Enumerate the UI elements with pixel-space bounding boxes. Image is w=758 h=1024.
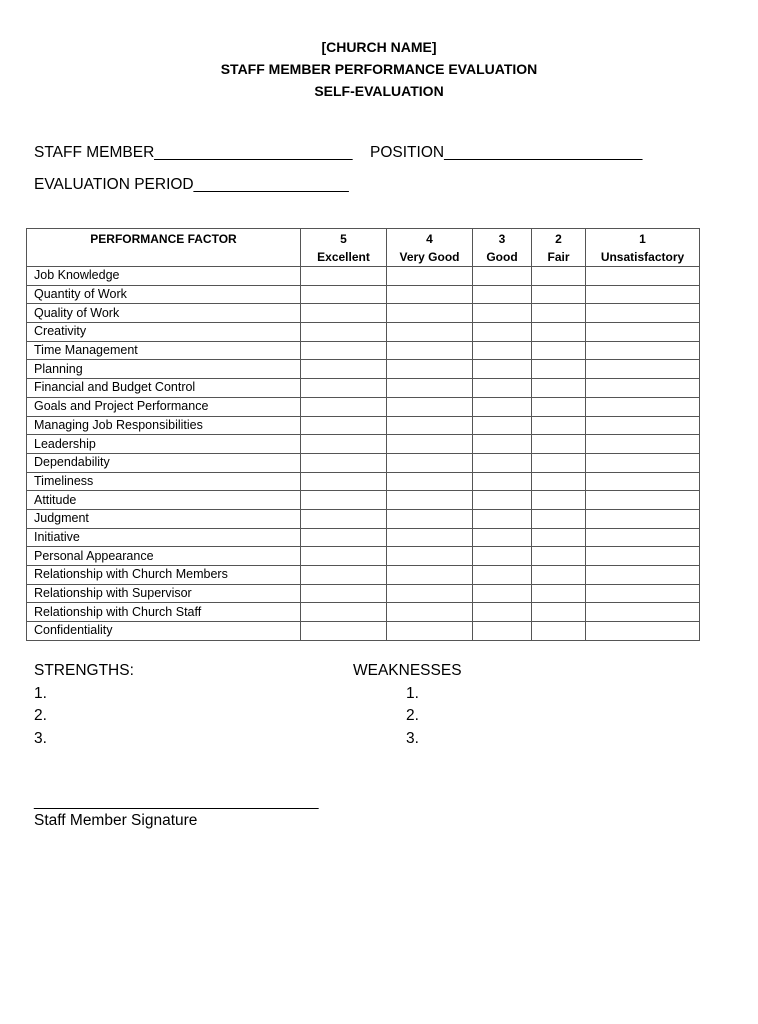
rating-cell-1[interactable] xyxy=(586,547,700,566)
rating-cell-2[interactable] xyxy=(532,379,586,398)
rating-cell-1[interactable] xyxy=(586,285,700,304)
weaknesses-label: WEAKNESSES xyxy=(353,662,462,679)
rating-cell-4[interactable] xyxy=(387,622,473,641)
strength-item-1[interactable]: 1. xyxy=(34,684,47,702)
rating-number: 2 xyxy=(555,232,562,246)
performance-factor-label: Goals and Project Performance xyxy=(27,397,301,416)
rating-number: 1 xyxy=(639,232,646,246)
rating-cell-1[interactable] xyxy=(586,491,700,510)
weaknesses-section xyxy=(353,660,462,750)
table-row xyxy=(27,435,700,454)
rating-cell-4[interactable] xyxy=(387,360,473,379)
rating-cell-4[interactable] xyxy=(387,267,473,286)
rating-cell-3[interactable] xyxy=(473,472,532,491)
performance-factor-label: Confidentiality xyxy=(27,622,301,641)
rating-label: Fair xyxy=(547,250,570,264)
rating-cell-4[interactable] xyxy=(387,566,473,585)
performance-factor-label: Relationship with Church Staff xyxy=(27,603,301,622)
rating-cell-2[interactable] xyxy=(532,547,586,566)
rating-cell-2[interactable] xyxy=(532,323,586,342)
rating-cell-4[interactable] xyxy=(387,397,473,416)
rating-cell-1[interactable] xyxy=(586,566,700,585)
rating-cell-3[interactable] xyxy=(473,285,532,304)
rating-cell-3[interactable] xyxy=(473,528,532,547)
rating-cell-2[interactable] xyxy=(532,528,586,547)
rating-cell-5[interactable] xyxy=(301,491,387,510)
rating-cell-4[interactable] xyxy=(387,472,473,491)
rating-cell-1[interactable] xyxy=(586,528,700,547)
rating-cell-5[interactable] xyxy=(301,547,387,566)
rating-label: Very Good xyxy=(399,250,460,264)
rating-cell-2[interactable] xyxy=(532,453,586,472)
rating-cell-3[interactable] xyxy=(473,341,532,360)
rating-cell-1[interactable] xyxy=(586,584,700,603)
rating-header-1 xyxy=(586,229,700,267)
rating-cell-5[interactable] xyxy=(301,435,387,454)
rating-cell-2[interactable] xyxy=(532,603,586,622)
rating-cell-3[interactable] xyxy=(473,584,532,603)
performance-factor-label: Creativity xyxy=(27,323,301,342)
rating-header-5 xyxy=(301,229,387,267)
rating-cell-2[interactable] xyxy=(532,341,586,360)
rating-cell-4[interactable] xyxy=(387,509,473,528)
rating-cell-1[interactable] xyxy=(586,509,700,528)
rating-cell-1[interactable] xyxy=(586,323,700,342)
rating-cell-2[interactable] xyxy=(532,304,586,323)
rating-cell-2[interactable] xyxy=(532,491,586,510)
rating-cell-5[interactable] xyxy=(301,323,387,342)
table-row xyxy=(27,341,700,360)
rating-cell-1[interactable] xyxy=(586,435,700,454)
performance-factor-label: Judgment xyxy=(27,509,301,528)
performance-factor-label: Managing Job Responsibilities xyxy=(27,416,301,435)
factor-rows xyxy=(27,267,700,641)
table-row xyxy=(27,491,700,510)
rating-label: Unsatisfactory xyxy=(600,250,685,264)
rating-cell-2[interactable] xyxy=(532,416,586,435)
rating-cell-4[interactable] xyxy=(387,491,473,510)
rating-cell-1[interactable] xyxy=(586,304,700,323)
position-field[interactable]: POSITION_______________________ xyxy=(370,144,643,161)
rating-cell-2[interactable] xyxy=(532,267,586,286)
rating-cell-3[interactable] xyxy=(473,304,532,323)
rating-label: Good xyxy=(486,250,518,264)
rating-cell-5[interactable] xyxy=(301,341,387,360)
table-row xyxy=(27,547,700,566)
rating-cell-4[interactable] xyxy=(387,528,473,547)
rating-cell-1[interactable] xyxy=(586,603,700,622)
rating-cell-2[interactable] xyxy=(532,360,586,379)
strength-item-2[interactable]: 2. xyxy=(34,707,47,724)
evaluation-period-field[interactable]: EVALUATION PERIOD__________________ xyxy=(34,176,349,193)
rating-cell-3[interactable] xyxy=(473,622,532,641)
rating-cell-3[interactable] xyxy=(473,267,532,286)
rating-number: 4 xyxy=(426,232,433,246)
rating-cell-3[interactable] xyxy=(473,397,532,416)
rating-cell-3[interactable] xyxy=(473,566,532,585)
rating-cell-3[interactable] xyxy=(473,509,532,528)
rating-cell-5[interactable] xyxy=(301,267,387,286)
rating-cell-5[interactable] xyxy=(301,603,387,622)
performance-factor-label: Initiative xyxy=(27,528,301,547)
table-row xyxy=(27,453,700,472)
table-row xyxy=(27,622,700,641)
table-row xyxy=(27,304,700,323)
table-row xyxy=(27,397,700,416)
rating-cell-5[interactable] xyxy=(301,566,387,585)
performance-factor-label: Timeliness xyxy=(27,472,301,491)
table-row xyxy=(27,323,700,342)
rating-cell-5[interactable] xyxy=(301,509,387,528)
rating-cell-4[interactable] xyxy=(387,435,473,454)
rating-cell-5[interactable] xyxy=(301,453,387,472)
rating-cell-5[interactable] xyxy=(301,622,387,641)
performance-factor-label: Relationship with Church Members xyxy=(27,566,301,585)
rating-cell-4[interactable] xyxy=(387,584,473,603)
rating-cell-5[interactable] xyxy=(301,285,387,304)
performance-factor-label: Job Knowledge xyxy=(27,267,301,286)
performance-factor-label: Quantity of Work xyxy=(27,285,301,304)
table-row xyxy=(27,360,700,379)
performance-factor-header: PERFORMANCE FACTOR xyxy=(27,229,301,267)
rating-cell-4[interactable] xyxy=(387,323,473,342)
rating-cell-2[interactable] xyxy=(532,285,586,304)
rating-cell-4[interactable] xyxy=(387,547,473,566)
rating-cell-3[interactable] xyxy=(473,379,532,398)
performance-factor-label: Attitude xyxy=(27,491,301,510)
weakness-item-2[interactable]: 2. xyxy=(406,707,419,724)
rating-cell-5[interactable] xyxy=(301,397,387,416)
rating-cell-3[interactable] xyxy=(473,360,532,379)
rating-cell-5[interactable] xyxy=(301,379,387,398)
strengths-section xyxy=(34,660,134,750)
rating-cell-1[interactable] xyxy=(586,379,700,398)
staff-member-field[interactable]: STAFF MEMBER_______________________ xyxy=(34,144,353,161)
table-row xyxy=(27,416,700,435)
rating-cell-5[interactable] xyxy=(301,584,387,603)
rating-cell-5[interactable] xyxy=(301,360,387,379)
rating-cell-2[interactable] xyxy=(532,566,586,585)
performance-factor-label: Quality of Work xyxy=(27,304,301,323)
rating-number: 5 xyxy=(340,232,347,246)
table-row xyxy=(27,285,700,304)
signature-label: Staff Member Signature xyxy=(34,812,198,829)
rating-cell-1[interactable] xyxy=(586,360,700,379)
rating-cell-3[interactable] xyxy=(473,435,532,454)
rating-cell-1[interactable] xyxy=(586,472,700,491)
weakness-item-1[interactable]: 1. xyxy=(406,684,419,702)
performance-factor-label: Leadership xyxy=(27,435,301,454)
signature-line[interactable]: _________________________________ xyxy=(34,793,319,810)
rating-cell-1[interactable] xyxy=(586,416,700,435)
rating-number: 3 xyxy=(498,232,506,246)
form-subtitle: SELF-EVALUATION xyxy=(314,83,444,99)
rating-cell-4[interactable] xyxy=(387,379,473,398)
rating-cell-5[interactable] xyxy=(301,304,387,323)
rating-header-3 xyxy=(473,229,532,267)
strength-item-3[interactable]: 3. xyxy=(34,729,47,747)
rating-cell-3[interactable] xyxy=(473,323,532,342)
rating-cell-1[interactable] xyxy=(586,622,700,641)
rating-cell-3[interactable] xyxy=(473,416,532,435)
rating-cell-5[interactable] xyxy=(301,472,387,491)
rating-cell-3[interactable] xyxy=(473,547,532,566)
rating-header-4 xyxy=(387,229,473,267)
rating-cell-3[interactable] xyxy=(473,603,532,622)
rating-cell-4[interactable] xyxy=(387,341,473,360)
rating-cell-2[interactable] xyxy=(532,472,586,491)
rating-cell-3[interactable] xyxy=(473,453,532,472)
rating-cell-4[interactable] xyxy=(387,416,473,435)
rating-cell-5[interactable] xyxy=(301,416,387,435)
table-row xyxy=(27,267,700,286)
rating-cell-1[interactable] xyxy=(586,267,700,286)
performance-factor-label: Financial and Budget Control xyxy=(27,379,301,398)
rating-cell-4[interactable] xyxy=(387,285,473,304)
church-name: [CHURCH NAME] xyxy=(321,39,437,55)
rating-cell-4[interactable] xyxy=(387,603,473,622)
table-row xyxy=(27,566,700,585)
performance-factor-label: Relationship with Supervisor xyxy=(27,584,301,603)
rating-cell-4[interactable] xyxy=(387,304,473,323)
performance-factor-label: Time Management xyxy=(27,341,301,360)
table-header-row xyxy=(27,229,700,267)
rating-cell-2[interactable] xyxy=(532,435,586,454)
performance-factor-label: Dependability xyxy=(27,453,301,472)
rating-cell-2[interactable] xyxy=(532,509,586,528)
rating-label: Excellent xyxy=(317,250,370,264)
table-row xyxy=(27,584,700,603)
rating-cell-4[interactable] xyxy=(387,453,473,472)
table-row xyxy=(27,379,700,398)
table-row xyxy=(27,472,700,491)
table-row xyxy=(27,509,700,528)
strengths-label: STRENGTHS: xyxy=(34,662,134,679)
table-row xyxy=(27,603,700,622)
rating-cell-1[interactable] xyxy=(586,397,700,416)
document-header xyxy=(0,36,758,102)
performance-rating-table xyxy=(26,228,700,641)
weakness-item-3[interactable]: 3. xyxy=(406,729,419,747)
form-title: STAFF MEMBER PERFORMANCE EVALUATION xyxy=(220,61,538,77)
rating-cell-3[interactable] xyxy=(473,491,532,510)
table-row xyxy=(27,528,700,547)
rating-cell-2[interactable] xyxy=(532,397,586,416)
rating-header-2 xyxy=(532,229,586,267)
performance-factor-label: Planning xyxy=(27,360,301,379)
rating-cell-2[interactable] xyxy=(532,584,586,603)
rating-cell-2[interactable] xyxy=(532,622,586,641)
performance-factor-label: Personal Appearance xyxy=(27,547,301,566)
rating-cell-1[interactable] xyxy=(586,453,700,472)
rating-cell-1[interactable] xyxy=(586,341,700,360)
rating-cell-5[interactable] xyxy=(301,528,387,547)
